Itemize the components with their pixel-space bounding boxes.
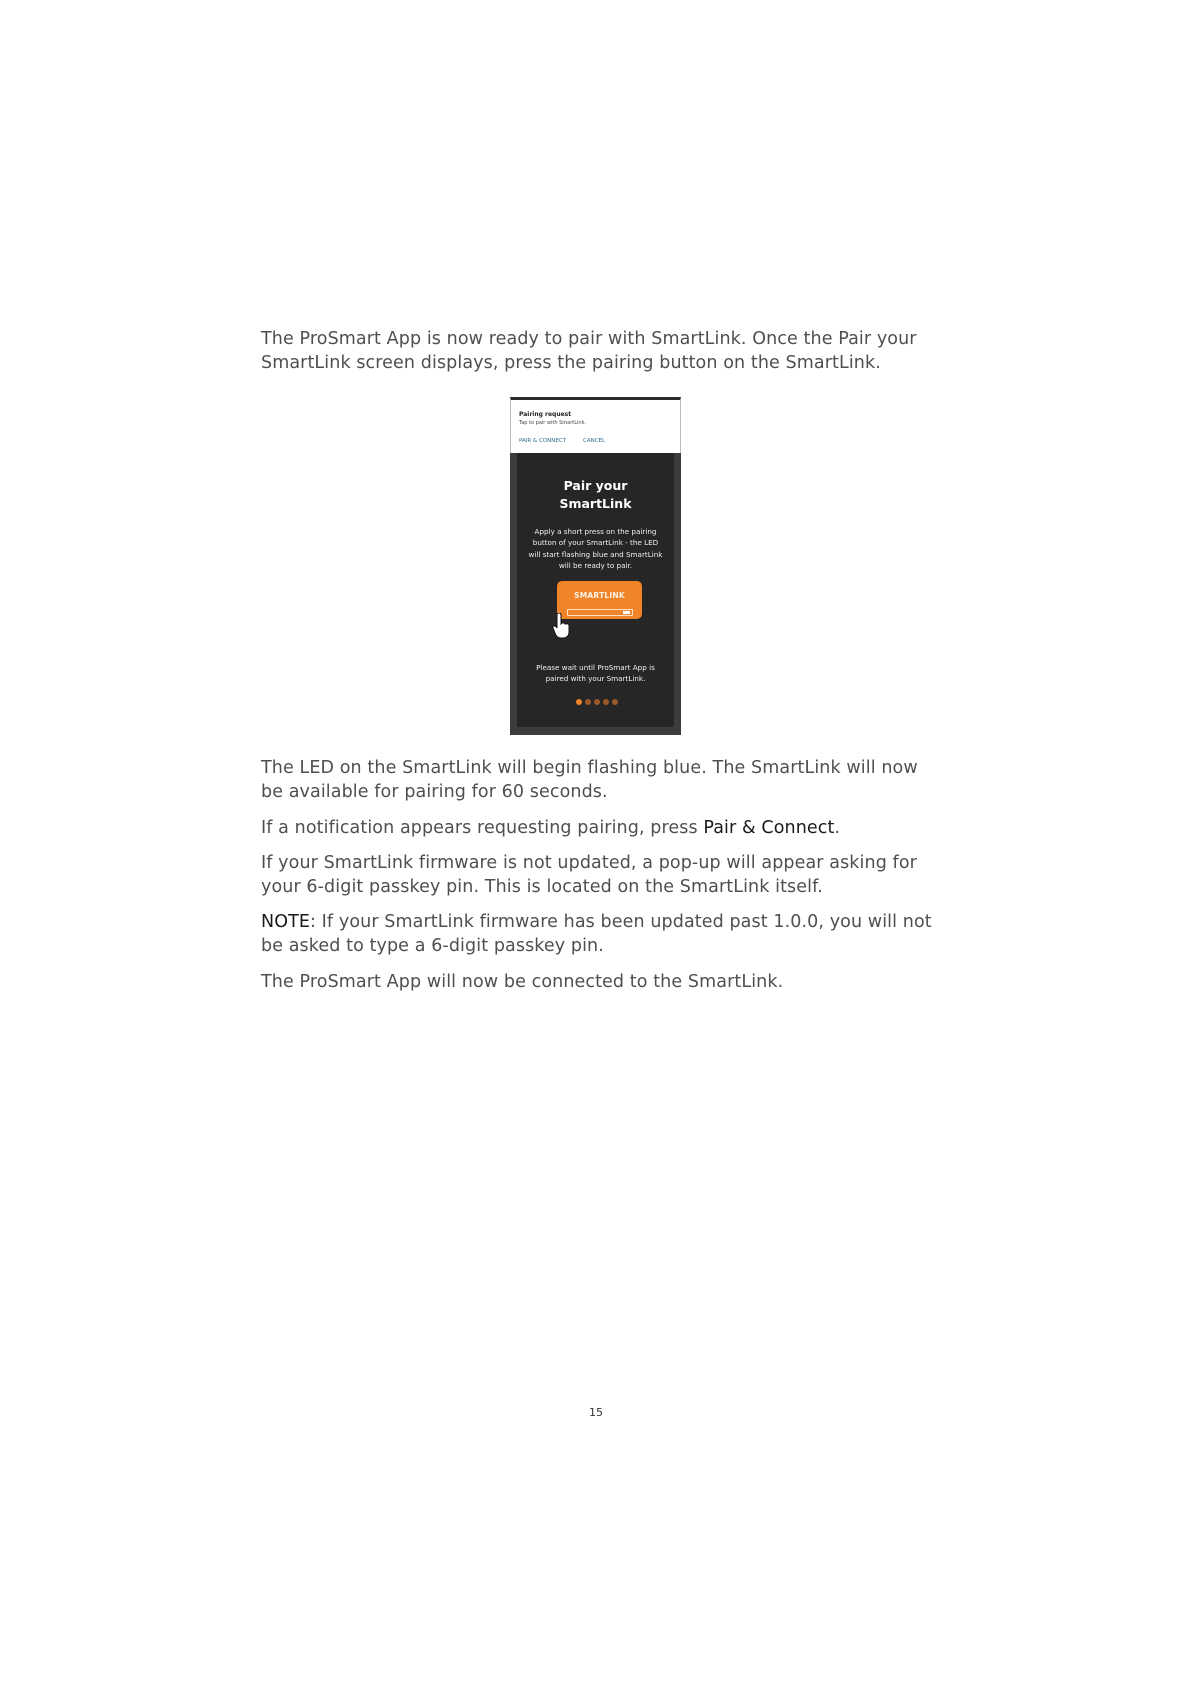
notification-prefix: If a notification appears requesting pairing, press: [261, 818, 704, 838]
progress-dot: [594, 699, 600, 705]
device-brand-label: SMARTLINK: [574, 591, 625, 600]
progress-dot: [612, 699, 618, 705]
pair-connect-emphasis: Pair & Connect: [703, 818, 835, 838]
screen-instructions: Apply a short press on the pairing button of your SmartLink - the LED will start flashing blue and SmartLink will be ready to pair.: [528, 527, 663, 570]
note-text: : If your SmartLink firmware has been updated past 1.0.0, you will not be asked to type a 6-digit passkey pin.: [261, 912, 932, 956]
notification-suffix: .: [834, 818, 841, 838]
firmware-paragraph: If your SmartLink firmware is not updated, a pop-up will appear asking for your 6-digit passkey pin. This is located on the SmartLink itself.: [261, 853, 917, 897]
intro-paragraph: The ProSmart App is now ready to pair with SmartLink. Once the Pair your SmartLink screen displays, press the pairing button on the SmartLink.: [261, 329, 917, 373]
cancel-button[interactable]: CANCEL: [583, 438, 606, 444]
pointing-hand-icon: [551, 613, 571, 639]
notification-title: Pairing request: [519, 411, 572, 418]
screen-title: [517, 477, 674, 513]
notification-paragraph: [261, 816, 941, 840]
progress-dot: [603, 699, 609, 705]
note-paragraph: [261, 910, 941, 958]
pair-and-connect-button[interactable]: PAIR & CONNECT: [519, 438, 567, 444]
pairing-notification: [510, 397, 681, 453]
progress-dot: [585, 699, 591, 705]
screen-wait-text: Please wait until ProSmart App is paired with your SmartLink.: [536, 663, 655, 684]
page-number: 15: [589, 1406, 603, 1419]
screen-title-line2: SmartLink: [559, 496, 632, 511]
device-led: [623, 611, 630, 614]
progress-dot: [576, 699, 582, 705]
note-label: NOTE: [261, 912, 311, 932]
led-paragraph: The LED on the SmartLink will begin flashing blue. The SmartLink will now be available for pairing for 60 seconds.: [261, 758, 918, 802]
screen-title-line1: Pair your: [563, 478, 628, 493]
connected-paragraph: The ProSmart App will now be connected to the SmartLink.: [261, 972, 784, 992]
notification-subtitle: Tap to pair with SmartLink.: [519, 420, 587, 426]
pair-screen: [517, 453, 674, 727]
phone-screenshot: [510, 397, 681, 735]
